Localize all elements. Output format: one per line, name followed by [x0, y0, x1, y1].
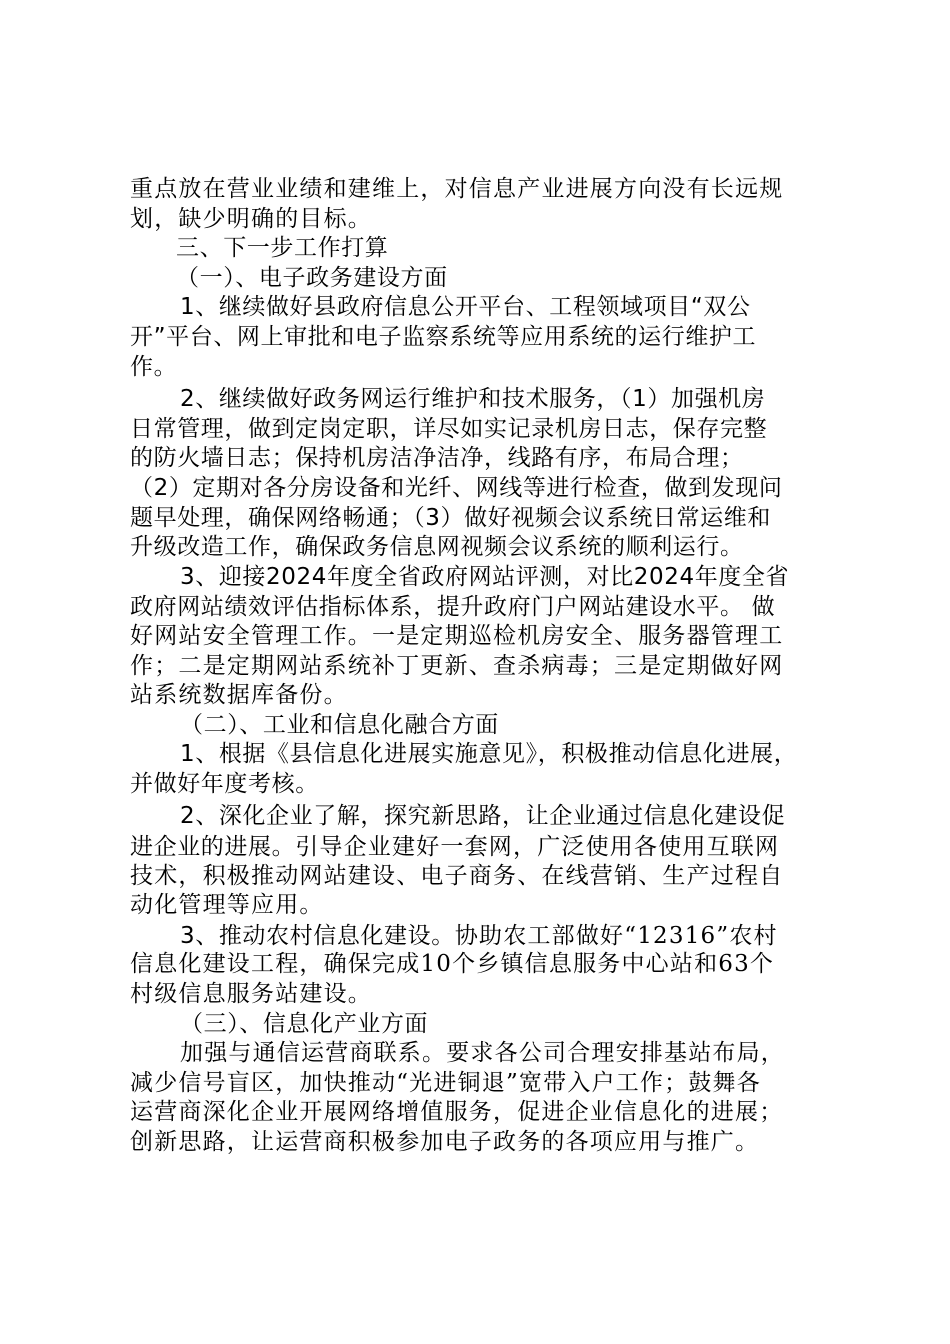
- text-run: 政府网站绩效评估指标体系，提升政府门户网站建设水平。: [130, 594, 744, 621]
- text-line: （2）定期对各分房设备和光纤、网线等进行检查，做到发现问: [130, 474, 783, 501]
- text-line: 减少信号盲区，加快推动“光进铜退”宽带入户工作；鼓舞各: [130, 1069, 761, 1096]
- subsection-heading: （三）、信息化产业方面: [180, 1010, 429, 1037]
- text-line: [130, 921, 830, 951]
- text-run: 协助农工部做好“12316”农村: [454, 922, 778, 949]
- text-line: 划，缺少明确的目标。: [130, 205, 372, 232]
- text-line: 日常管理，做到定岗定职，详尽如实记录机房日志，保存完整: [130, 415, 768, 442]
- text-line: 题早处理，确保网络畅通；（3）做好视频会议系统日常运维和: [130, 504, 771, 531]
- text-line: 3、迎接2024年度全省政府网站评测，对比2024年度全省: [180, 563, 790, 590]
- text-line: 动化管理等应用。: [130, 892, 324, 919]
- text-line: 1、继续做好县政府信息公开平台、工程领域项目“双公: [180, 294, 751, 321]
- text-line: [130, 832, 830, 862]
- text-run: 3、推动农村信息化建设。: [180, 922, 455, 949]
- text-line: 村级信息服务站建设。: [130, 981, 372, 1008]
- text-line: 加强与通信运营商联系。要求各公司合理安排基站布局，: [180, 1040, 785, 1067]
- text-line: 运营商深化企业开展网络增值服务，促进企业信息化的进展；: [130, 1099, 784, 1126]
- text-line: 2、继续做好政务网运行维护和技术服务，（1）加强机房: [180, 386, 766, 413]
- text-line: 站系统数据库备份。: [130, 682, 348, 709]
- text-run: 做: [751, 594, 776, 621]
- text-line: 并做好年度考核。: [130, 770, 319, 797]
- text-line: 升级改造工作，确保政务信息网视频会议系统的顺利运行。: [130, 534, 744, 561]
- text-run: 引导企业建好一套网，广泛使用各使用互联网: [295, 834, 780, 861]
- text-line: 重点放在营业业绩和建维上，对信息产业进展方向没有长远规: [130, 176, 784, 202]
- text-run: 进企业的进展。: [130, 834, 296, 861]
- section-heading: 三、下一步工作打算: [176, 235, 389, 262]
- text-line: 1、根据《县信息化进展实施意见》，积极推动信息化进展，: [180, 741, 798, 768]
- subsection-heading: （一）、电子政务建设方面: [176, 264, 448, 291]
- text-line: 技术，积极推动网站建设、电子商务、在线营销、生产过程自: [130, 862, 784, 889]
- text-line: 作。: [130, 353, 178, 380]
- text-line: 开”平台、网上审批和电子监察系统等应用系统的运行维护工: [130, 323, 757, 350]
- text-line: 创新思路，让运营商积极参加电子政务的各项应用与推广。: [130, 1129, 760, 1155]
- text-line: [130, 592, 830, 622]
- text-line: 2、深化企业了解，探究新思路，让企业通过信息化建设促: [180, 803, 786, 830]
- text-line: 信息化建设工程，确保完成10个乡镇信息服务中心站和63个: [130, 951, 775, 978]
- text-line: 作；二是定期网站系统补丁更新、查杀病毒；三是定期做好网: [130, 652, 784, 679]
- text-line: 好网站安全管理工作。一是定期巡检机房安全、服务器管理工: [130, 622, 784, 649]
- document-page: [130, 175, 830, 1158]
- text-line: 的防火墙日志；保持机房洁净洁净，线路有序，布局合理；: [130, 445, 744, 472]
- subsection-heading: （二）、工业和信息化融合方面: [180, 711, 499, 738]
